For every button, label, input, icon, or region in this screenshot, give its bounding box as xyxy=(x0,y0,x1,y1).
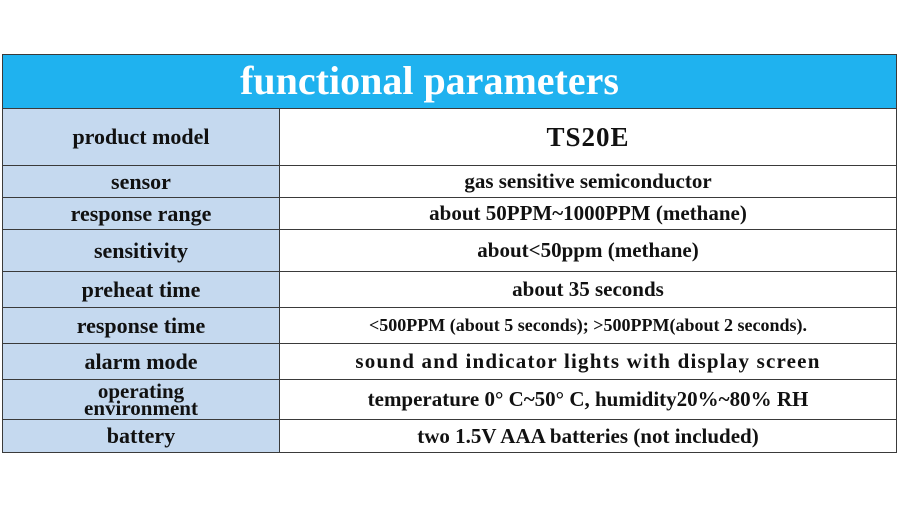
row-label: response time xyxy=(3,308,280,344)
table-row xyxy=(3,166,896,198)
table-row xyxy=(3,308,896,344)
row-value: <500PPM (about 5 seconds); >500PPM(about 2 seconds). xyxy=(280,308,897,344)
row-value: about 50PPM~1000PPM (methane) xyxy=(280,198,897,230)
row-label: preheat time xyxy=(3,272,280,308)
row-label: response range xyxy=(3,198,280,230)
table-row xyxy=(3,198,896,230)
row-value: two 1.5V AAA batteries (not included) xyxy=(280,420,897,453)
row-label: battery xyxy=(3,420,280,453)
table-row xyxy=(3,109,896,166)
row-value: gas sensitive semiconductor xyxy=(280,166,897,198)
row-label-line: environment xyxy=(84,395,198,420)
table-row xyxy=(3,420,896,453)
row-label: sensor xyxy=(3,166,280,198)
row-label: alarm mode xyxy=(3,344,280,380)
parameters-table xyxy=(3,109,896,452)
row-value: about 35 seconds xyxy=(280,272,897,308)
table-row xyxy=(3,344,896,380)
table-row xyxy=(3,230,896,272)
parameters-sheet xyxy=(2,54,897,453)
table-title: functional parameters xyxy=(3,55,896,109)
row-label: product model xyxy=(3,109,280,166)
row-label: sensitivity xyxy=(3,230,280,272)
table-row xyxy=(3,272,896,308)
row-label xyxy=(3,380,280,420)
row-value: temperature 0° C~50° C, humidity20%~80% RH xyxy=(280,380,897,420)
row-value: sound and indicator lights with display screen xyxy=(280,344,897,380)
row-value: about<50ppm (methane) xyxy=(280,230,897,272)
table-row xyxy=(3,380,896,420)
row-label-line: operating xyxy=(97,379,185,403)
row-value: TS20E xyxy=(280,109,897,166)
